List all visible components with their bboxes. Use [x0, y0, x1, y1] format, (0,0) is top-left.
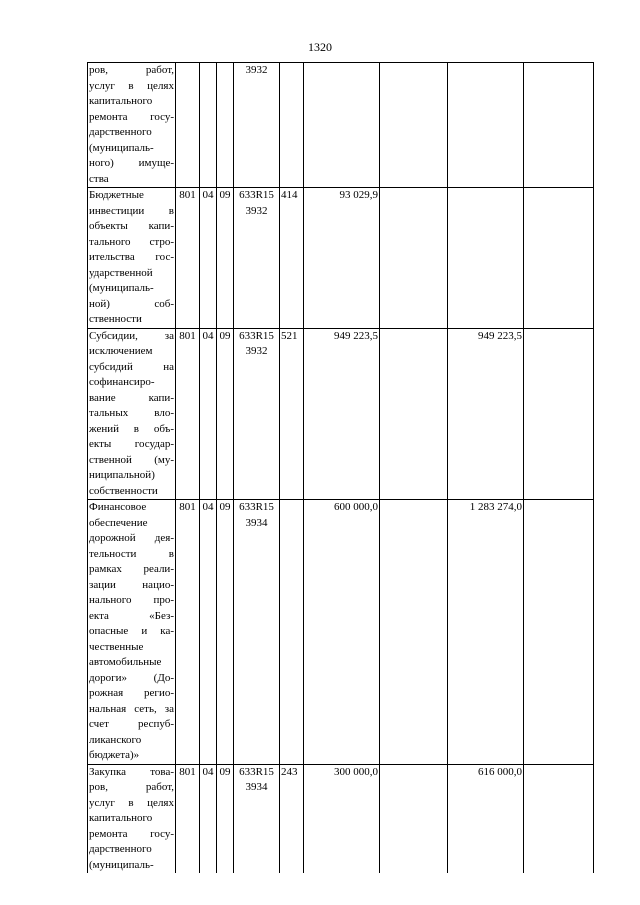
- section-code-cell: 04: [200, 500, 217, 765]
- target-article-line: 3932: [245, 64, 268, 76]
- section-code-cell: [200, 63, 217, 188]
- target-article-cell: [234, 188, 280, 329]
- ministry-code-cell: 801: [176, 500, 200, 765]
- row-name-cell: [88, 500, 176, 765]
- table-row: [88, 764, 594, 873]
- row-name-line: опасные и ка-: [89, 625, 174, 637]
- budget-table: [87, 62, 594, 873]
- amount-cell-1: [304, 63, 380, 188]
- ministry-code-cell: 801: [176, 764, 200, 873]
- page-number: 1320: [308, 40, 332, 54]
- target-article-line: 3932: [245, 345, 268, 357]
- row-name-line: екты государ-: [89, 438, 174, 450]
- row-name-line: тельности в: [89, 547, 174, 560]
- row-name-line: ликанского: [89, 733, 142, 746]
- row-name-line: рамках реали-: [89, 563, 174, 575]
- target-article-cell: [234, 500, 280, 765]
- row-name-line: услуг в целях: [89, 79, 174, 92]
- row-name-line: бюджета)»: [89, 749, 140, 761]
- section-code-cell: 04: [200, 328, 217, 500]
- row-name-line: вание капи-: [89, 391, 174, 404]
- row-name-line: софинансиро-: [89, 376, 155, 388]
- row-name-line: ства: [89, 172, 109, 185]
- row-name-line: ремонта госу-: [89, 827, 174, 840]
- row-name-line: ной) соб-: [89, 297, 174, 310]
- section-code-cell: 04: [200, 764, 217, 873]
- target-article-line: 3932: [245, 204, 268, 217]
- amount-cell-1: 600 000,0: [304, 500, 380, 765]
- row-name-line: жений в объ-: [89, 422, 174, 435]
- ministry-code-cell: 801: [176, 328, 200, 500]
- row-name-line: тальных вло-: [89, 407, 174, 419]
- target-article-cell: [234, 764, 280, 873]
- row-name-line: Бюджетные: [89, 189, 144, 201]
- row-name-line: ремонта госу-: [89, 110, 174, 123]
- target-article-line: 633R15: [239, 765, 274, 778]
- row-name-line: объекты капи-: [89, 220, 174, 232]
- amount-cell-4: [524, 328, 594, 500]
- row-name-line: зации нацио-: [89, 578, 174, 591]
- row-name-line: ственности: [89, 313, 142, 325]
- amount-cell-2: [380, 328, 448, 500]
- row-name-line: Закупка това-: [89, 765, 174, 778]
- amount-cell-3: 949 223,5: [448, 328, 524, 500]
- row-name-line: Финансовое: [89, 501, 147, 513]
- row-name-line: рожная регио-: [89, 687, 174, 699]
- ministry-code-cell: 801: [176, 188, 200, 329]
- subsection-code-cell: 09: [217, 188, 234, 329]
- subsection-code-cell: 09: [217, 500, 234, 765]
- subsection-code-cell: [217, 63, 234, 188]
- row-name-line: собственности: [89, 484, 158, 497]
- amount-cell-3: [448, 63, 524, 188]
- row-name-line: капитального: [89, 95, 153, 107]
- row-name-line: дарственного: [89, 126, 152, 138]
- expense-type-cell: 521: [280, 328, 304, 500]
- row-name-cell: [88, 188, 176, 329]
- amount-cell-3: [448, 188, 524, 329]
- target-article-line: 3934: [245, 781, 268, 793]
- amount-cell-4: [524, 63, 594, 188]
- amount-cell-1: 93 029,9: [304, 188, 380, 329]
- row-name-line: (муниципаль-: [89, 282, 154, 294]
- amount-cell-4: [524, 764, 594, 873]
- row-name-line: ственной (му-: [89, 453, 174, 466]
- table-row: [88, 500, 594, 765]
- subsection-code-cell: 09: [217, 328, 234, 500]
- target-article-cell: [234, 63, 280, 188]
- amount-cell-1: 300 000,0: [304, 764, 380, 873]
- target-article-line: 633R15: [239, 189, 274, 201]
- expense-type-cell: [280, 63, 304, 188]
- target-article-line: 3934: [245, 516, 268, 529]
- amount-cell-1: 949 223,5: [304, 328, 380, 500]
- target-article-cell: [234, 328, 280, 500]
- row-name-cell: [88, 328, 176, 500]
- expense-type-cell: 414: [280, 188, 304, 329]
- section-code-cell: 04: [200, 188, 217, 329]
- row-name-line: ного) имуще-: [89, 157, 174, 169]
- expense-type-cell: [280, 500, 304, 765]
- row-name-line: исключением: [89, 345, 153, 357]
- row-name-cell: [88, 63, 176, 188]
- row-name-line: (муниципаль-: [89, 141, 154, 154]
- row-name-line: (муниципаль-: [89, 858, 154, 871]
- row-name-cell: [88, 764, 176, 873]
- amount-cell-2: [380, 188, 448, 329]
- row-name-line: дарственного: [89, 843, 152, 855]
- row-name-line: нальная сеть, за: [89, 702, 174, 715]
- row-name-line: услуг в целях: [89, 796, 174, 809]
- row-name-line: инвестиции в: [89, 204, 174, 217]
- amount-cell-2: [380, 764, 448, 873]
- row-name-line: тального стро-: [89, 235, 174, 248]
- amount-cell-4: [524, 500, 594, 765]
- row-name-line: автомобильные: [89, 656, 162, 668]
- ministry-code-cell: [176, 63, 200, 188]
- amount-cell-4: [524, 188, 594, 329]
- table-row: [88, 63, 594, 188]
- row-name-line: дороги» (До-: [89, 671, 174, 684]
- row-name-line: ительства гос-: [89, 251, 174, 263]
- target-article-line: 633R15: [239, 329, 274, 342]
- row-name-line: чественные: [89, 640, 144, 653]
- amount-cell-3: 616 000,0: [448, 764, 524, 873]
- amount-cell-3: 1 283 274,0: [448, 500, 524, 765]
- row-name-line: капитального: [89, 812, 153, 824]
- row-name-line: обеспечение: [89, 516, 148, 529]
- row-name-line: ров, работ,: [89, 64, 174, 76]
- amount-cell-2: [380, 63, 448, 188]
- row-name-line: дорожной дея-: [89, 532, 174, 544]
- row-name-line: ров, работ,: [89, 781, 174, 793]
- amount-cell-2: [380, 500, 448, 765]
- target-article-line: 633R15: [239, 501, 274, 513]
- row-name-line: субсидий на: [89, 360, 174, 373]
- row-name-line: ниципальной): [89, 469, 155, 481]
- expense-type-cell: 243: [280, 764, 304, 873]
- subsection-code-cell: 09: [217, 764, 234, 873]
- row-name-line: ударственной: [89, 266, 153, 279]
- table-row: [88, 188, 594, 329]
- row-name-line: счет респуб-: [89, 718, 174, 730]
- table-row: [88, 328, 594, 500]
- row-name-line: Субсидии, за: [89, 329, 174, 342]
- row-name-line: екта «Без-: [89, 609, 174, 622]
- row-name-line: нального про-: [89, 594, 174, 606]
